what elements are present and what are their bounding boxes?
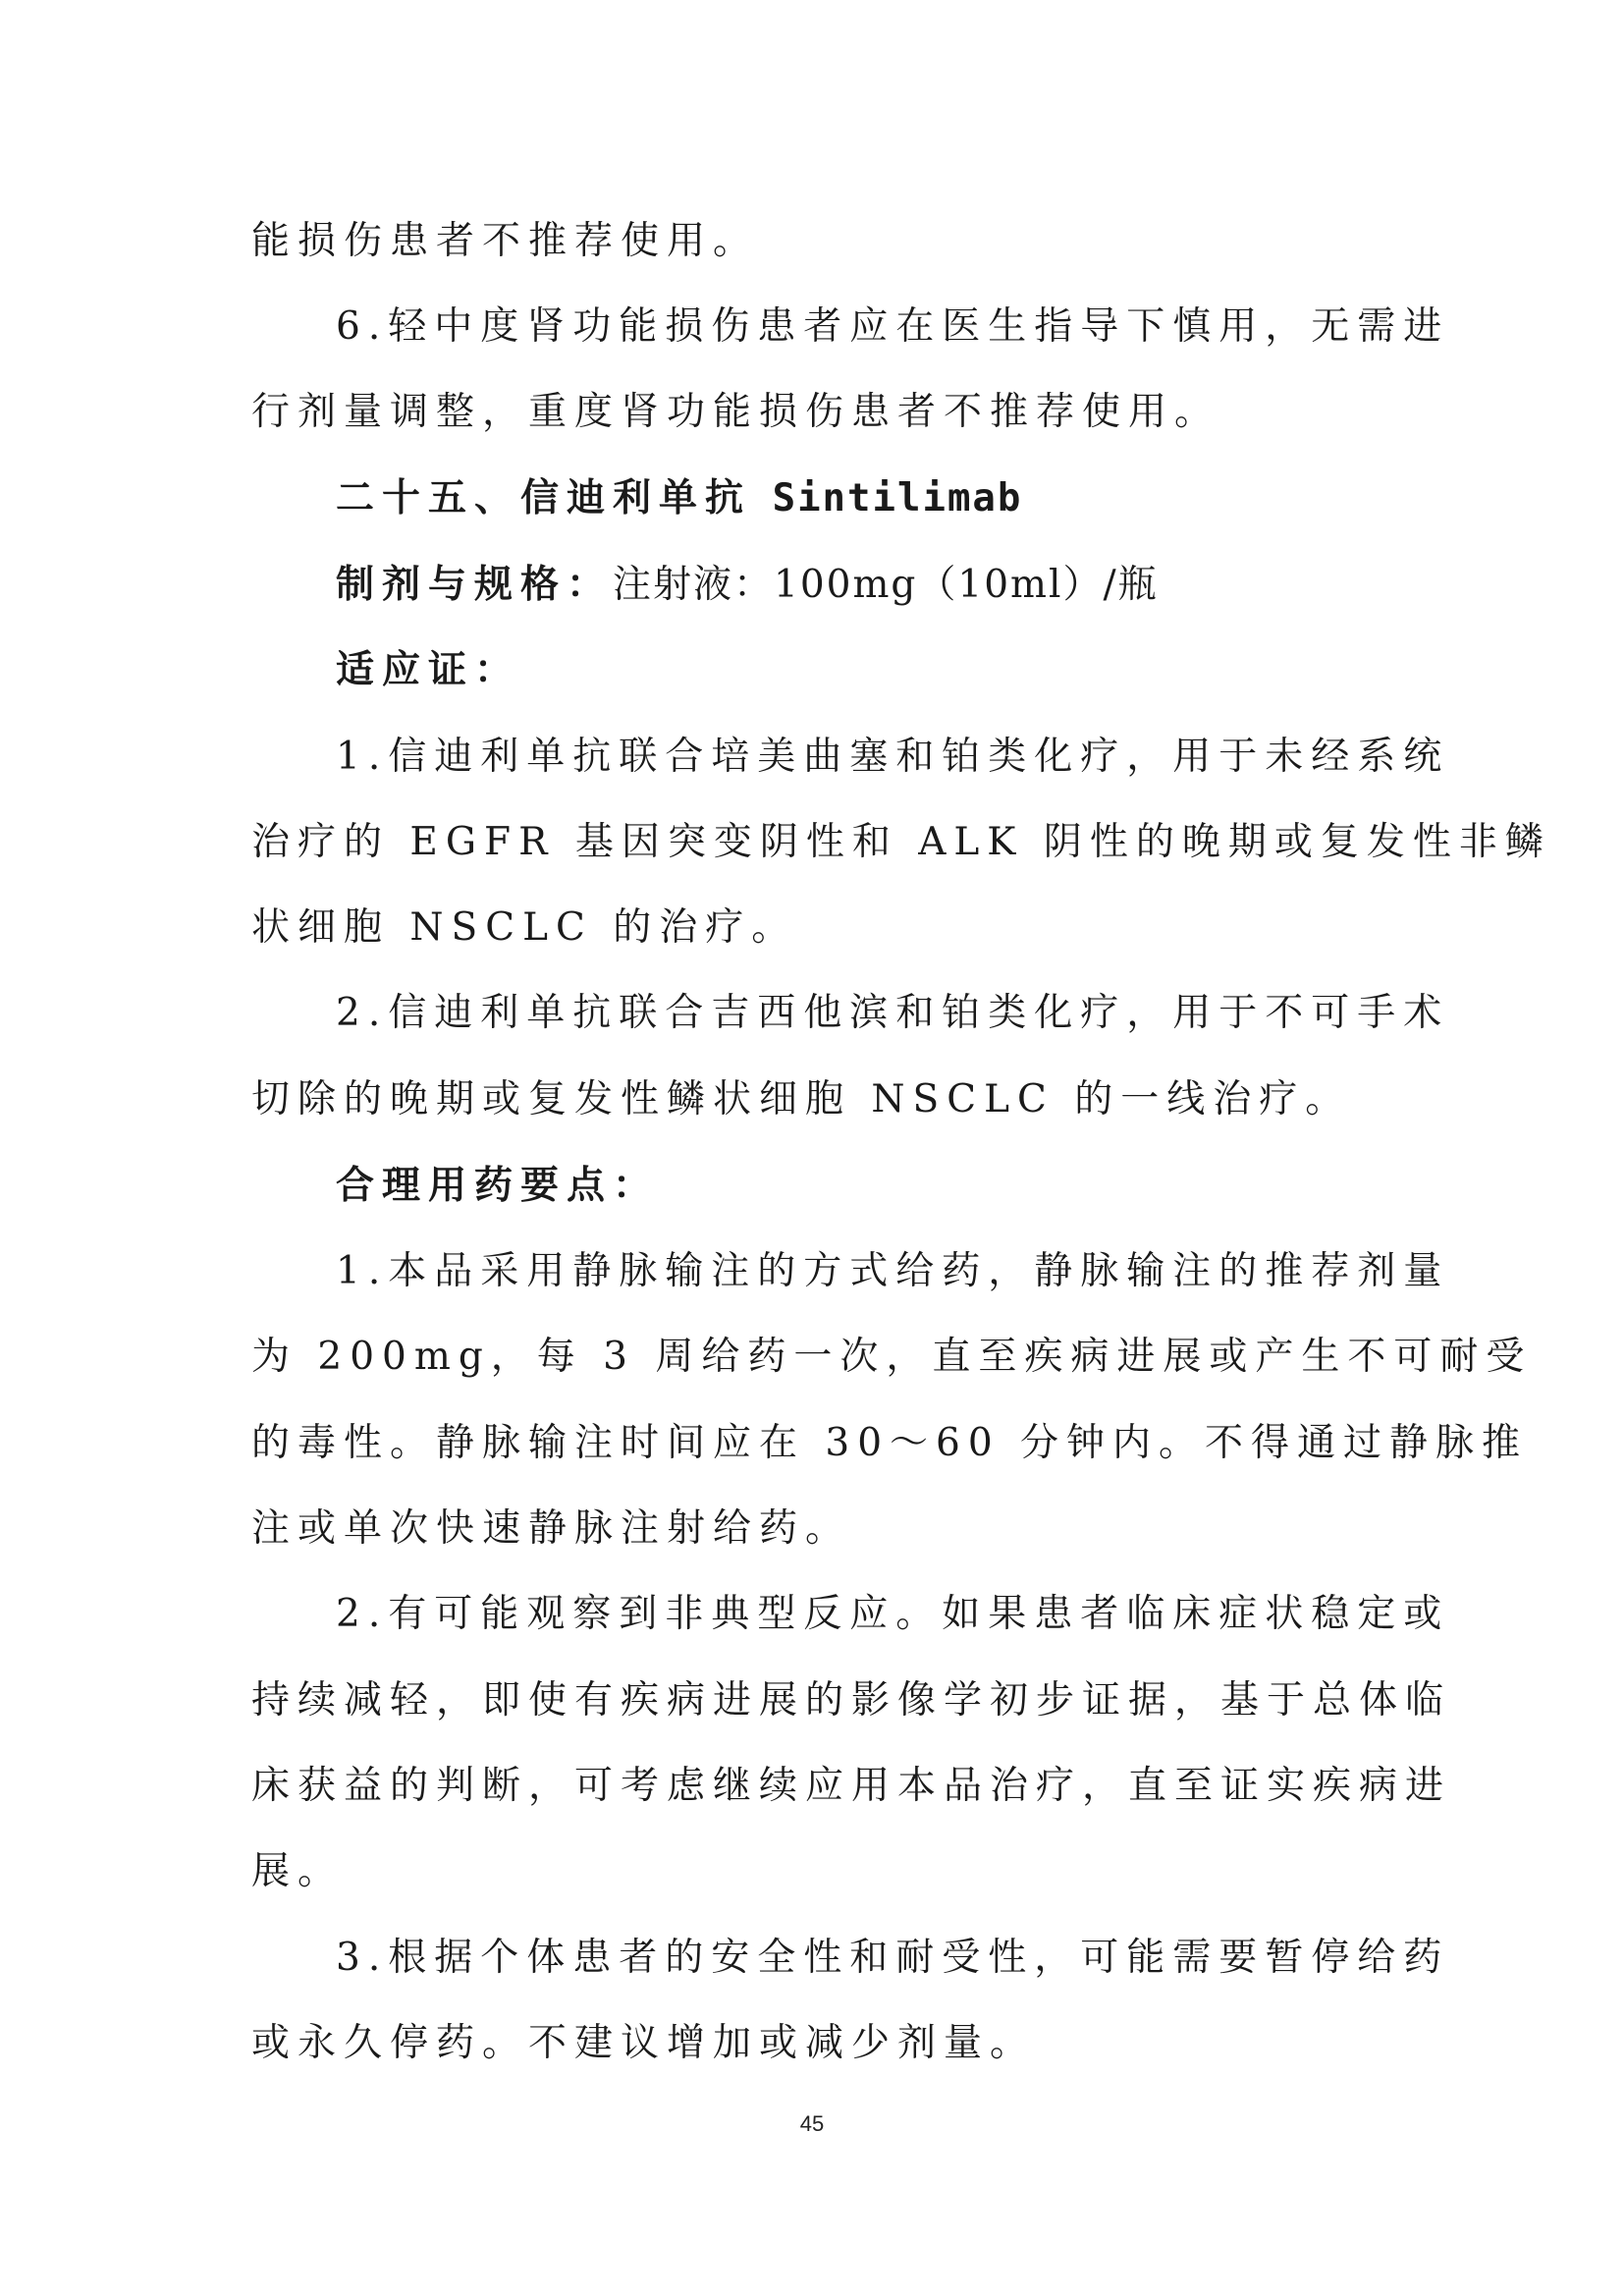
- text-line: 床获益的判断，可考虑继续应用本品治疗，直至证实疾病进: [251, 1764, 1452, 1808]
- text-line: 3.根据个体患者的安全性和耐受性，可能需要暂停给药: [336, 1936, 1450, 1980]
- page-number: 45: [799, 2111, 825, 2136]
- text-line: 状细胞 NSCLC 的治疗。: [251, 905, 798, 950]
- section-heading-indications: 适应证：: [336, 647, 521, 692]
- text-line: 1.本品采用静脉输注的方式给药，静脉输注的推荐剂量: [336, 1249, 1450, 1293]
- text-line: 6.轻中度肾功能损伤患者应在医生指导下慎用，无需进: [336, 304, 1450, 349]
- text-line: 切除的晚期或复发性鳞状细胞 NSCLC 的一线治疗。: [251, 1077, 1352, 1121]
- drug-heading-latin: Sintilimab: [772, 476, 1023, 520]
- text-line: 的毒性。静脉输注时间应在 30～60 分钟内。不得通过静脉推: [251, 1421, 1529, 1465]
- formulation-label: 制剂与规格：: [336, 562, 614, 607]
- text-line: 或永久停药。不建议增加或减少剂量。: [251, 2021, 1037, 2065]
- text-line: 展。: [251, 1849, 345, 1893]
- text-line: 持续减轻，即使有疾病进展的影像学初步证据，基于总体临: [251, 1678, 1452, 1722]
- text-line: 2.有可能观察到非典型反应。如果患者临床症状稳定或: [336, 1592, 1450, 1636]
- text-line: 1.信迪利单抗联合培美曲塞和铂类化疗，用于未经系统: [336, 735, 1450, 779]
- drug-heading-chinese: 二十五、信迪利单抗: [336, 475, 752, 520]
- drug-heading: [336, 475, 1023, 520]
- text-line: 为 200mg，每 3 周给药一次，直至疾病进展或产生不可耐受: [251, 1335, 1533, 1379]
- text-line: 行剂量调整，重度肾功能损伤患者不推荐使用。: [251, 390, 1221, 434]
- formulation-value: 注射液：100mg（10ml）/瓶: [613, 563, 1159, 607]
- text-line: 注或单次快速静脉注射给药。: [251, 1506, 852, 1551]
- text-line: 治疗的 EGFR 基因突变阴性和 ALK 阴性的晚期或复发性非鳞: [251, 820, 1551, 864]
- section-heading-usage: 合理用药要点：: [336, 1163, 660, 1208]
- formulation-line: [336, 562, 1159, 607]
- text-line: 2.信迪利单抗联合吉西他滨和铂类化疗，用于不可手术: [336, 991, 1450, 1035]
- text-line: 能损伤患者不推荐使用。: [251, 219, 760, 263]
